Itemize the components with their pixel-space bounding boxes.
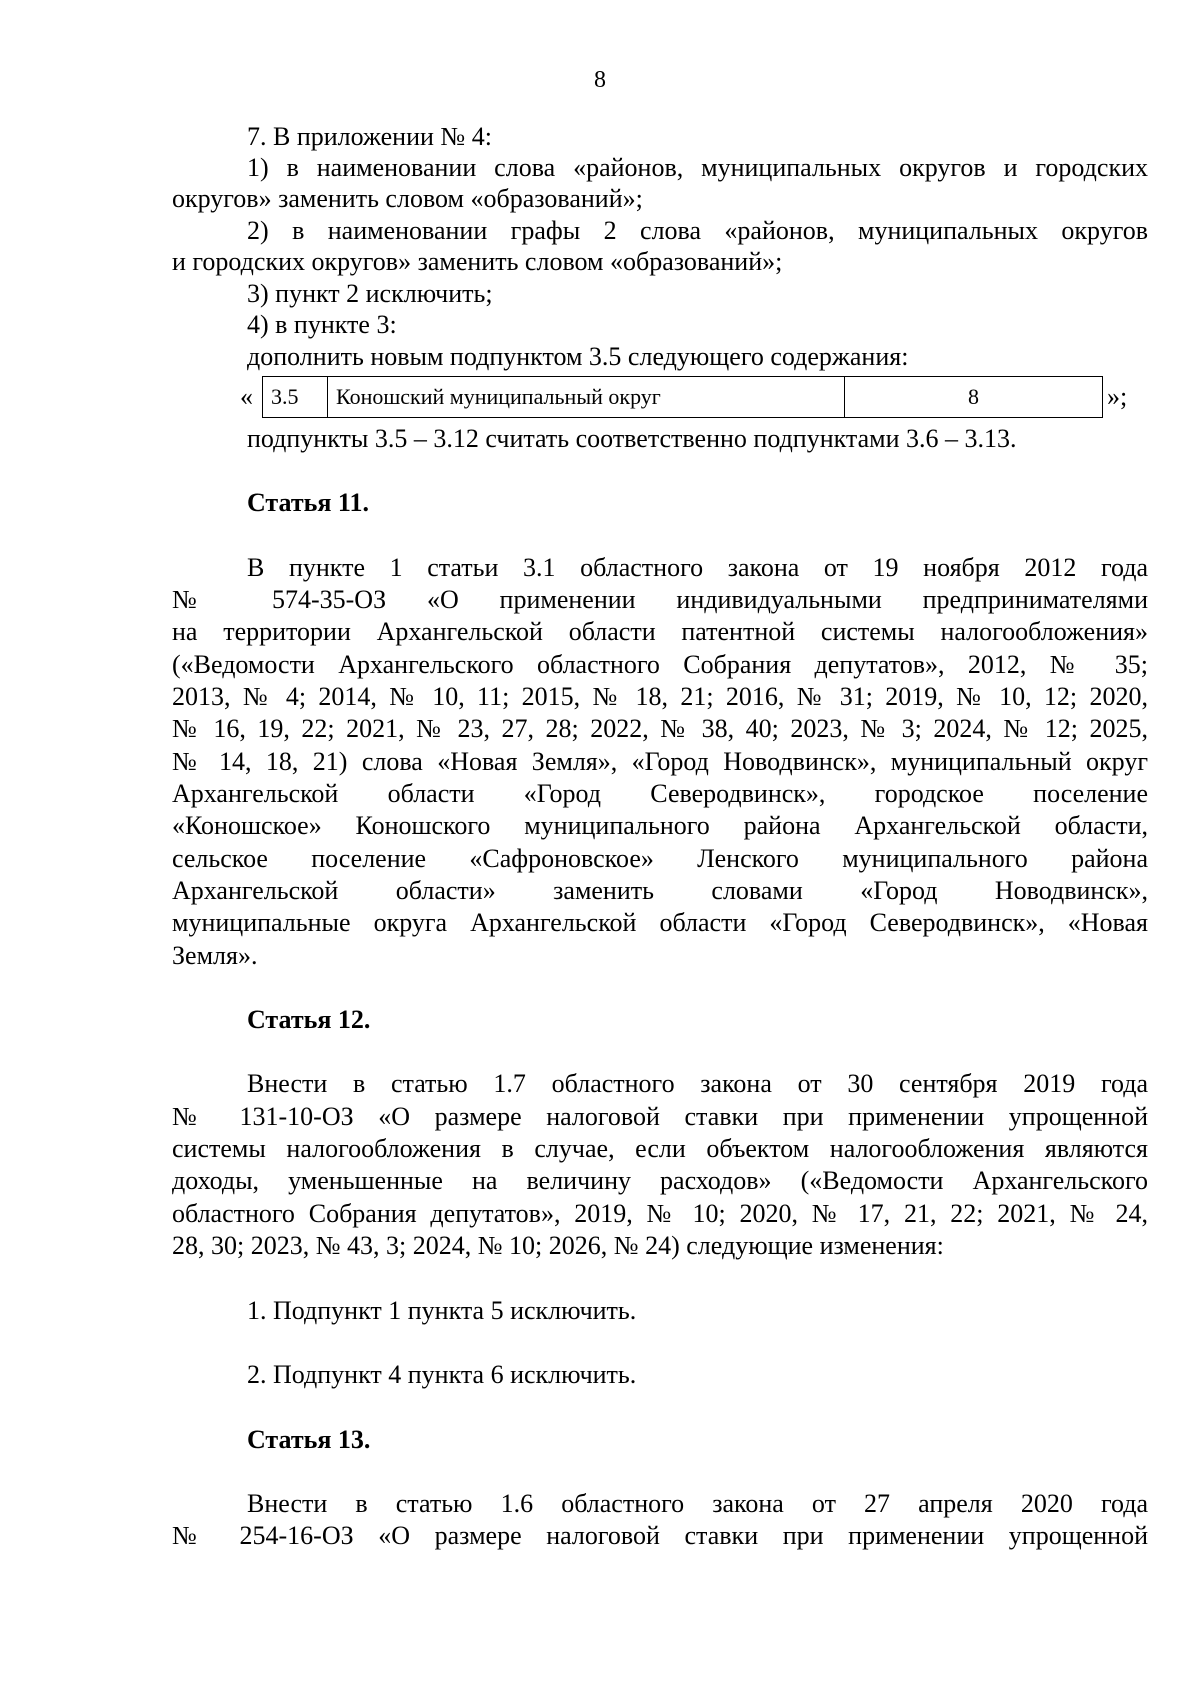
paragraph-line: Архангельской области «Город Северодвинск», городское поселение (172, 779, 1148, 808)
paragraph-line: сельское поселение «Сафроновское» Ленского муниципального района (172, 844, 1148, 873)
paragraph-line: и городских округов» заменить словом «образований»; (172, 247, 783, 276)
paragraph-line: системы налогообложения в случае, если объектом налогообложения являются (172, 1134, 1148, 1163)
paragraph-line: 2. Подпункт 4 пункта 6 исключить. (247, 1360, 637, 1389)
paragraph-line: подпункты 3.5 – 3.12 считать соответственно подпунктами 3.6 – 3.13. (247, 424, 1017, 453)
paragraph-line: 4) в пункте 3: (247, 310, 397, 339)
paragraph-line: № 16, 19, 22; 2021, № 23, 27, 28; 2022, № 38, 40; 2023, № 3; 2024, № 12; 2025, (172, 714, 1148, 743)
page-number: 8 (594, 67, 606, 93)
paragraph-line: № 131-10-ОЗ «О размере налоговой ставки при применении упрощенной (172, 1102, 1148, 1131)
open-quote: « (240, 382, 253, 411)
paragraph-line: 1. Подпункт 1 пункта 5 исключить. (247, 1296, 637, 1325)
paragraph-line: областного Собрания депутатов», 2019, № 10; 2020, № 17, 21, 22; 2021, № 24, (172, 1199, 1148, 1228)
paragraph-line: 1) в наименовании слова «районов, муниципальных округов и городских (247, 153, 1148, 182)
paragraph-line: № 14, 18, 21) слова «Новая Земля», «Город Новодвинск», муниципальный округ (172, 747, 1148, 776)
paragraph-line: («Ведомости Архангельского областного Собрания депутатов», 2012, № 35; (172, 650, 1148, 679)
table-row (263, 377, 1103, 418)
table-cell-number: 3.5 (263, 377, 328, 418)
paragraph-line: 2) в наименовании графы 2 слова «районов, муниципальных округов (247, 216, 1148, 245)
article-heading: Статья 13. (247, 1425, 371, 1454)
paragraph-line: доходы, уменьшенные на величину расходов» («Ведомости Архангельского (172, 1166, 1148, 1195)
paragraph-line: округов» заменить словом «образований»; (172, 184, 643, 213)
insert-table (262, 376, 1103, 418)
article-heading: Статья 11. (247, 488, 370, 517)
paragraph-line: Архангельской области» заменить словами «Город Новодвинск», (172, 876, 1148, 905)
table-cell-name: Коношский муниципальный округ (328, 377, 845, 418)
paragraph-line: Внести в статью 1.6 областного закона от 27 апреля 2020 года (247, 1489, 1148, 1518)
paragraph-line: «Коношское» Коношского муниципального района Архангельской области, (172, 811, 1148, 840)
article-heading: Статья 12. (247, 1005, 371, 1034)
paragraph-line: на территории Архангельской области патентной системы налогообложения» (172, 617, 1148, 646)
paragraph-line: 2013, № 4; 2014, № 10, 11; 2015, № 18, 21; 2016, № 31; 2019, № 10, 12; 2020, (172, 682, 1148, 711)
paragraph-line: муниципальные округа Архангельской области «Город Северодвинск», «Новая (172, 908, 1148, 937)
paragraph-line: № 574-35-ОЗ «О применении индивидуальными предпринимателями (172, 585, 1148, 614)
paragraph-line: 7. В приложении № 4: (247, 122, 492, 151)
close-quote: »; (1107, 382, 1128, 411)
paragraph-line: Земля». (172, 941, 258, 970)
paragraph-line: № 254-16-ОЗ «О размере налоговой ставки при применении упрощенной (172, 1521, 1148, 1550)
paragraph-line: 28, 30; 2023, № 43, 3; 2024, № 10; 2026, № 24) следующие изменения: (172, 1231, 944, 1260)
paragraph-line: дополнить новым подпунктом 3.5 следующего содержания: (247, 342, 909, 371)
paragraph-line: В пункте 1 статьи 3.1 областного закона от 19 ноября 2012 года (247, 553, 1148, 582)
paragraph-line: 3) пункт 2 исключить; (247, 279, 493, 308)
table-cell-value: 8 (845, 377, 1103, 418)
paragraph-line: Внести в статью 1.7 областного закона от 30 сентября 2019 года (247, 1069, 1148, 1098)
